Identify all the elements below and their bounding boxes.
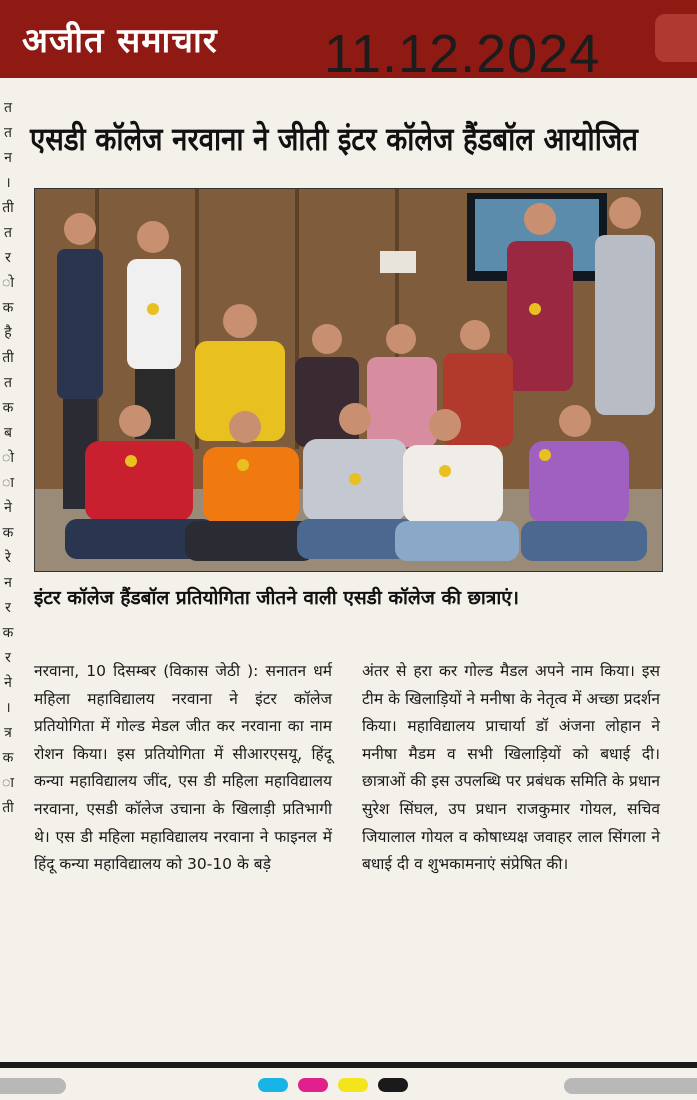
strip-fragment: त [4, 125, 12, 141]
registration-dot-cyan [258, 1078, 288, 1092]
bottom-rule [0, 1062, 697, 1068]
article-column-right: अंतर से हरा कर गोल्ड मैडल अपने नाम किया। इस टीम के खिलाड़ियों ने मनीषा के नेतृत्व में अच्छा प्रदर्शन किया। महाविद्यालय प्राचार्या डॉ अंजना लोहान ने मनीषा मैडम व सभी खिलाड़ियों को बधाई दी। छात्राओं की इस उपलब्धि पर प्रबंधक समिति के प्रधान सुरेश सिंघल, उप प्रधान राजकुमार गोयल, सचिव जियालाल गोयल व कोषाध्यक्ष जवाहर लाल सिंगला ने बधाई दी व शुभकामनाएं संप्रेषित की। [362, 662, 660, 874]
strip-fragment: क [2, 400, 14, 416]
strip-fragment: त्र [4, 725, 12, 741]
registration-dot-yellow [338, 1078, 368, 1092]
strip-fragment: र [5, 600, 11, 616]
strip-fragment: ती [2, 350, 14, 366]
strip-fragment: ा [2, 775, 14, 791]
strip-fragment: त [4, 225, 12, 241]
medal-icon [147, 303, 159, 315]
strip-fragment: ती [2, 200, 14, 216]
registration-bar-right [564, 1078, 697, 1094]
strip-fragment: ब [4, 425, 12, 441]
strip-fragment: क [2, 750, 14, 766]
strip-fragment: ने [4, 675, 12, 691]
strip-fragment: क [2, 300, 14, 316]
registration-bar-left [0, 1078, 66, 1094]
photo-illustration [35, 189, 662, 571]
masthead-name: अजीत समाचार [22, 21, 218, 61]
strip-fragment: न [4, 575, 12, 591]
left-strip [0, 96, 16, 1026]
strip-fragment: । [5, 700, 11, 716]
strip-fragment: ो [2, 450, 14, 466]
news-photo [34, 188, 663, 572]
medal-icon [349, 473, 361, 485]
corner-tab [655, 14, 697, 62]
strip-fragment: ा [2, 475, 14, 491]
medal-icon [539, 449, 551, 461]
strip-fragment: रे [5, 550, 11, 566]
strip-fragment: र [5, 650, 11, 666]
medal-icon [439, 465, 451, 477]
strip-fragment: ो [2, 275, 14, 291]
strip-fragment: न [4, 150, 12, 166]
strip-fragment: है [4, 325, 12, 341]
strip-fragment: । [5, 175, 11, 191]
masthead-date: 11.12.2024 [324, 24, 601, 84]
medal-icon [529, 303, 541, 315]
registration-dot-black [378, 1078, 408, 1092]
strip-fragment: त [4, 375, 12, 391]
registration-dot-magenta [298, 1078, 328, 1092]
wall-switch [380, 251, 416, 273]
headline: एसडी कॉलेज नरवाना ने जीती इंटर कॉलेज हैंडबॉल आयोजित [30, 120, 638, 158]
medal-icon [125, 455, 137, 467]
strip-fragment: त [4, 100, 12, 116]
photo-caption: इंटर कॉलेज हैंडबॉल प्रतियोगिता जीतने वाली एसडी कॉलेज की छात्राएं। [34, 587, 519, 609]
strip-fragment: क [2, 525, 14, 541]
strip-fragment: र [5, 250, 11, 266]
medal-icon [237, 459, 249, 471]
strip-fragment: ने [4, 500, 12, 516]
strip-fragment: क [2, 625, 14, 641]
article-column-left: नरवाना, 10 दिसम्बर (विकास जेठी ): सनातन धर्म महिला महाविद्यालय नरवाना ने इंटर कॉलेज प्रतियोगिता में गोल्ड मेडल जीत कर नरवाना का नाम रोशन किया। इस प्रतियोगिता में सीआरएसयू, हिंदू कन्या महाविद्यालय जींद, एस डी महिला महाविद्यालय नरवाना, एसडी कॉलेज उचाना के खिलाड़ी प्रतिभागी थे। एस डी महिला महाविद्यालय नरवाना ने फाइनल में हिंदू कन्या महाविद्यालय को 30-10 के बड़े [34, 662, 332, 874]
strip-fragment: ती [2, 800, 14, 816]
